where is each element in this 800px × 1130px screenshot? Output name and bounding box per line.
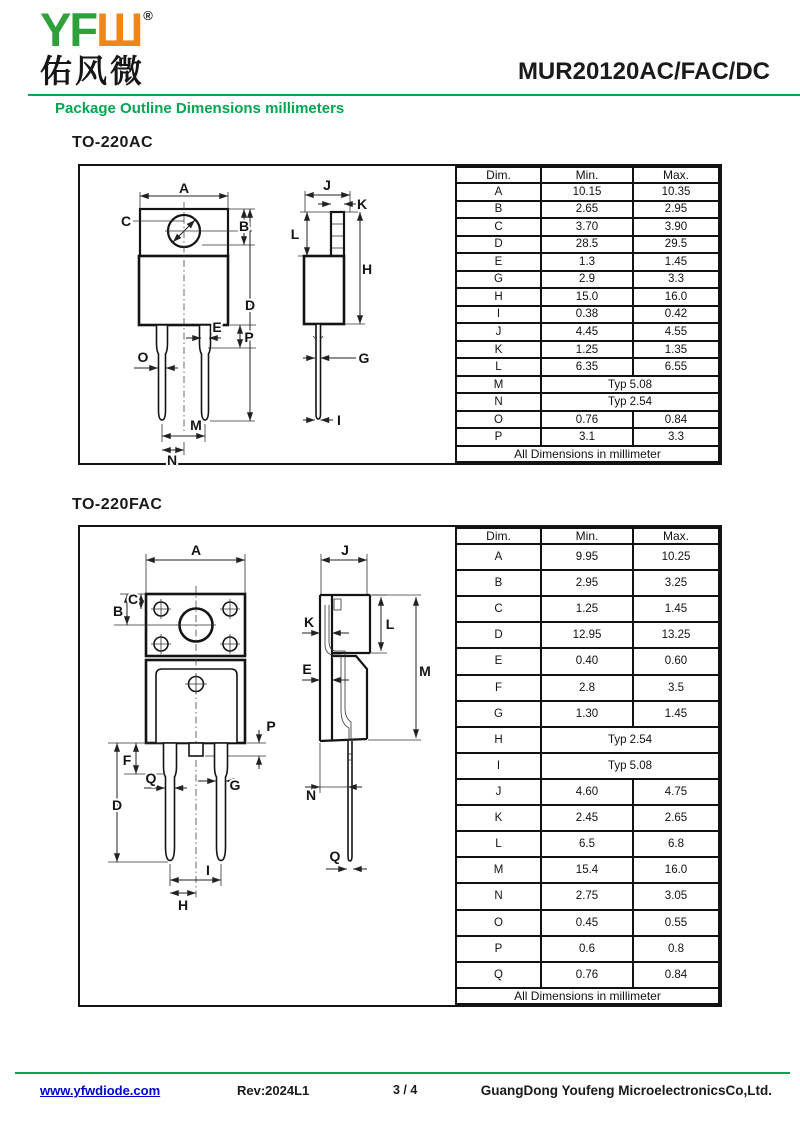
dim-label: L: [385, 616, 395, 632]
header-rule: [28, 94, 800, 96]
dim-row: J 4.60 4.75: [456, 779, 719, 805]
dim-label: P: [266, 718, 276, 734]
section-title-to220ac: TO-220AC: [72, 134, 154, 151]
dim-label: M: [190, 417, 202, 433]
registered-trademark-mark: ®: [143, 8, 151, 23]
to220ac-side-view: [298, 191, 368, 420]
part-number-title: MUR20120AC/FAC/DC: [517, 58, 770, 85]
dim-label: G: [358, 350, 370, 366]
dim-label: I: [206, 862, 210, 878]
dim-label: Q: [145, 770, 157, 786]
col-header-min: Min.: [541, 167, 633, 183]
dim-row: G 2.9 3.3: [456, 271, 719, 289]
dim-row: I Typ 5.08: [456, 753, 719, 779]
dim-row: B 2.95 3.25: [456, 570, 719, 596]
dim-row: K 2.45 2.65: [456, 805, 719, 831]
footer-revision: Rev:2024L1: [237, 1083, 310, 1098]
dim-row: P 3.1 3.3: [456, 428, 719, 446]
to220fac-outline-box: [78, 525, 722, 1007]
footer-rule: [15, 1072, 790, 1074]
dim-row: D 12.95 13.25: [456, 622, 719, 648]
to220fac-drawing: [80, 527, 453, 1001]
dim-label: D: [111, 797, 123, 813]
to220ac-front-view: [133, 192, 256, 455]
logo-wordmark: YFШ ®: [40, 3, 151, 56]
dim-label: K: [303, 614, 315, 630]
dim-row: B 2.65 2.95: [456, 201, 719, 219]
dim-label: P: [244, 329, 254, 345]
dim-row: O 0.76 0.84: [456, 411, 719, 429]
table-note-row: [456, 988, 719, 1004]
dim-row: O 0.45 0.55: [456, 910, 719, 936]
dim-label: K: [356, 196, 368, 212]
dim-label: O: [137, 349, 149, 365]
dim-label: Q: [329, 848, 341, 864]
col-header-max: Max.: [633, 167, 719, 183]
dim-row: A 10.15 10.35: [456, 183, 719, 201]
dim-label: F: [122, 752, 132, 768]
dim-row: N 2.75 3.05: [456, 883, 719, 909]
table-header-row: [456, 167, 719, 183]
dim-row: J 4.45 4.55: [456, 323, 719, 341]
dim-label: G: [229, 777, 241, 793]
footer-page-number: 3 / 4: [393, 1083, 418, 1097]
dim-row: G 1.30 1.45: [456, 701, 719, 727]
to220ac-dimension-table: [455, 166, 720, 463]
dim-label: B: [112, 603, 124, 619]
dim-row: M 15.4 16.0: [456, 857, 719, 883]
table-note: All Dimensions in millimeter: [456, 446, 719, 462]
dim-label: A: [190, 542, 202, 558]
dim-label: C: [120, 213, 132, 229]
table-note: All Dimensions in millimeter: [456, 988, 719, 1004]
dim-label: I: [337, 412, 341, 428]
dim-label: N: [166, 452, 178, 468]
to220fac-dimension-table: [455, 527, 720, 1005]
to220ac-drawing: [80, 166, 453, 468]
to220fac-side-view: [302, 554, 421, 869]
yfw-logo: [40, 3, 151, 89]
table-note-row: [456, 446, 719, 462]
dim-row: N Typ 2.54: [456, 393, 719, 411]
dim-row: L 6.5 6.8: [456, 831, 719, 857]
dim-label: E: [212, 319, 222, 335]
footer-company-name: GuangDong Youfeng MicroelectronicsCo,Ltd.: [480, 1083, 772, 1098]
dim-label: J: [323, 177, 331, 193]
dim-label: L: [290, 226, 300, 242]
col-header-dim: Dim.: [456, 528, 541, 544]
table-header-row: [456, 528, 719, 544]
footer-website-link[interactable]: www.yfwdiode.com: [40, 1083, 161, 1098]
dim-row: C 1.25 1.45: [456, 596, 719, 622]
dim-row: A 9.95 10.25: [456, 544, 719, 570]
dim-label: D: [244, 297, 256, 313]
dim-label: H: [177, 897, 189, 913]
dim-label: C: [127, 591, 139, 607]
dim-row: E 0.40 0.60: [456, 648, 719, 674]
dim-row: F 2.8 3.5: [456, 675, 719, 701]
col-header-max: Max.: [633, 528, 719, 544]
dim-label: J: [341, 542, 349, 558]
dim-row: Q 0.76 0.84: [456, 962, 719, 988]
dim-row: P 0.6 0.8: [456, 936, 719, 962]
dim-row: D 28.5 29.5: [456, 236, 719, 254]
dim-label: B: [238, 218, 250, 234]
logo-chinese-name: 佑风微: [40, 53, 146, 89]
dim-row: H Typ 2.54: [456, 727, 719, 753]
to220ac-outline-box: [78, 164, 722, 468]
dim-label: A: [178, 180, 190, 196]
dim-row: C 3.70 3.90: [456, 218, 719, 236]
dim-label: E: [302, 661, 312, 677]
dim-label: M: [419, 663, 431, 679]
dim-row: L 6.35 6.55: [456, 358, 719, 376]
dim-row: I 0.38 0.42: [456, 306, 719, 324]
page-subtitle: Package Outline Dimensions millimeters: [55, 100, 345, 117]
dim-row: K 1.25 1.35: [456, 341, 719, 359]
dim-label: N: [305, 787, 317, 803]
dim-row: E 1.3 1.45: [456, 253, 719, 271]
dim-row: M Typ 5.08: [456, 376, 719, 394]
dim-row: H 15.0 16.0: [456, 288, 719, 306]
col-header-dim: Dim.: [456, 167, 541, 183]
section-title-to220fac: TO-220FAC: [72, 496, 163, 513]
col-header-min: Min.: [541, 528, 633, 544]
dim-label: H: [361, 261, 373, 277]
